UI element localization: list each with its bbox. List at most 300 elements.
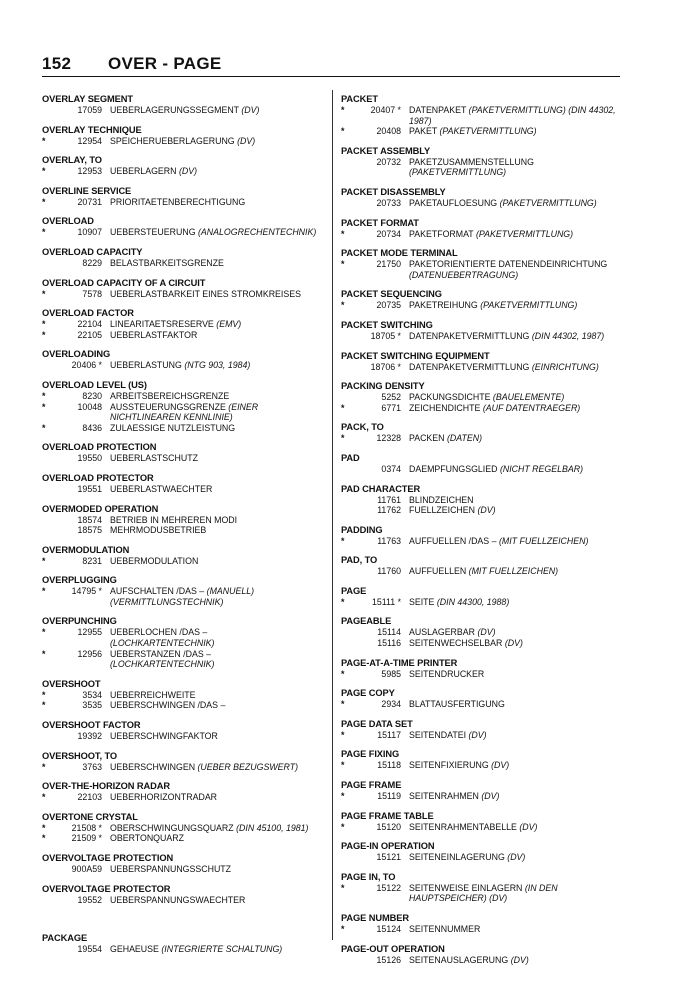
translation-line <box>42 330 327 341</box>
translation-text <box>110 258 327 269</box>
standard-marker <box>341 157 355 168</box>
translation-line <box>341 730 616 741</box>
dictionary-entry <box>42 94 327 116</box>
translation-line <box>42 586 327 597</box>
translation-text <box>110 197 327 208</box>
translation-text <box>110 289 327 300</box>
standard-marker: * <box>42 166 46 177</box>
entry-code: 21508 * <box>71 822 102 833</box>
translation-term: SEITENEINLAGERUNG <box>409 852 505 863</box>
translation-term: UEBERLAGERN <box>110 166 177 177</box>
standard-marker: * <box>42 555 46 566</box>
translation-text <box>110 944 327 955</box>
entry-code: 15124 <box>376 924 401 934</box>
standard-marker: * <box>42 401 46 412</box>
entry-code: 6771 <box>381 402 401 413</box>
entry-code: 22105 <box>77 329 102 340</box>
entry-term: PACKET DISASSEMBLY <box>341 186 446 197</box>
translation-note: (EMV) <box>216 319 242 330</box>
translation-term: DATENPAKETVERMITTLUNG <box>409 330 530 341</box>
entry-code: 3535 <box>82 700 102 711</box>
standard-marker <box>341 270 355 281</box>
translation-term: GEHAEUSE <box>110 944 159 955</box>
standard-marker: * <box>42 700 46 711</box>
entry-code: 11761 <box>377 494 401 505</box>
standard-marker <box>341 852 355 863</box>
entry-code: 19552 <box>77 894 102 905</box>
entry-code: 12955 <box>77 627 102 638</box>
dictionary-entry <box>341 484 616 516</box>
dictionary-entry <box>42 125 327 147</box>
translation-line <box>341 362 616 373</box>
translation-term: AUSSTEUERUNGSGRENZE <box>110 401 226 412</box>
entry-term: PAGE FRAME <box>341 780 402 791</box>
page-number: 152 <box>42 54 72 73</box>
standard-marker: * <box>341 402 345 413</box>
translation-term: SEITENRAHMENTABELLE <box>409 821 517 832</box>
entry-code: 19392 <box>77 731 102 742</box>
translation-term: PAKETAUFLOESUNG <box>409 197 498 208</box>
entry-code: 11762 <box>377 505 401 516</box>
standard-marker: * <box>341 596 345 607</box>
translation-line <box>341 495 616 506</box>
standard-marker: * <box>42 390 46 401</box>
translation-term: PAKETFORMAT <box>409 228 474 239</box>
translation-line <box>341 433 616 444</box>
entry-term: PAGE FIXING <box>341 749 400 760</box>
standard-marker: * <box>42 822 46 833</box>
entry-code <box>355 893 409 904</box>
entry-code: 15114 <box>377 627 401 638</box>
entry-term: OVERSHOOT, TO <box>42 750 117 761</box>
dictionary-entry <box>341 525 616 547</box>
translation-line <box>42 412 327 423</box>
translation-line <box>341 883 616 894</box>
translation-term: AUFFUELLEN /DAS – <box>409 535 497 546</box>
entry-code: 19550 <box>77 453 102 464</box>
translation-term: UEBERLASTFAKTOR <box>110 329 198 340</box>
translation-term: MEHRMODUSBETRIEB <box>110 525 207 536</box>
entry-term: PAGE NUMBER <box>341 913 409 923</box>
standard-marker: * <box>42 833 46 844</box>
translation-term: PACKUNGSDICHTE <box>409 392 491 403</box>
translation-line <box>42 823 327 834</box>
translation-term: UEBERSPANNUNGSWAECHTER <box>110 894 246 905</box>
translation-note: (DATENUEBERTRAGUNG) <box>409 269 519 280</box>
left-column <box>42 94 327 964</box>
entry-term: PAD <box>341 452 360 463</box>
translation-line <box>42 556 327 567</box>
translation-line <box>42 105 327 116</box>
translation-term: ZULAESSIGE NUTZLEISTUNG <box>110 422 236 433</box>
entry-code: 18575 <box>77 525 102 536</box>
translation-line <box>341 229 616 240</box>
standard-marker: * <box>341 433 345 444</box>
entry-code: 20407 * <box>370 105 401 115</box>
translation-text <box>110 731 327 742</box>
standard-marker <box>341 331 355 342</box>
translation-text <box>110 638 327 649</box>
entry-code: 17059 <box>77 105 102 115</box>
translation-text <box>110 360 327 371</box>
entry-term: OVERLAY SEGMENT <box>42 94 133 104</box>
translation-term: BLATTAUSFERTIGUNG <box>409 699 505 710</box>
translation-term: BELASTBARKEITSGRENZE <box>110 257 224 268</box>
translation-term: SEITENAUSLAGERUNG <box>409 954 509 965</box>
dictionary-entry <box>341 913 616 935</box>
standard-marker <box>42 525 56 536</box>
standard-marker <box>341 955 355 966</box>
standard-marker <box>341 198 355 209</box>
translation-term: PAKETZUSAMMENSTELLUNG <box>409 156 534 167</box>
standard-marker: * <box>341 668 345 679</box>
translation-text <box>110 525 327 536</box>
dictionary-entry <box>42 216 327 238</box>
standard-marker: * <box>42 288 46 299</box>
translation-line <box>341 403 616 414</box>
entry-code: 19551 <box>77 483 102 494</box>
translation-note: (EINER <box>228 401 259 412</box>
translation-line <box>42 597 327 608</box>
translation-text <box>110 453 327 464</box>
entry-code: 18705 * <box>370 330 401 341</box>
translation-note: (MIT FUELLZEICHEN) <box>498 535 589 546</box>
translation-line <box>42 944 327 955</box>
entry-code: 20732 <box>376 156 401 167</box>
translation-line <box>42 289 327 300</box>
entry-code: 8436 <box>82 422 102 433</box>
translation-text <box>409 597 616 608</box>
standard-marker: * <box>42 627 46 638</box>
translation-term: UEBERMODULATION <box>110 555 199 566</box>
standard-marker: * <box>341 699 345 710</box>
translation-term: SEITENRAHMEN <box>409 791 479 802</box>
translation-term: SEITE <box>409 596 435 607</box>
entry-term: OVERLOAD CAPACITY OF A CIRCUIT <box>42 277 206 288</box>
entry-term: PACKET SWITCHING <box>341 319 433 330</box>
translation-text <box>110 627 327 638</box>
entry-term: OVERTONE CRYSTAL <box>42 811 138 822</box>
translation-term: AUSLAGERBAR <box>409 627 475 638</box>
translation-line <box>341 597 616 608</box>
entry-code: 15111 * <box>371 596 401 607</box>
entry-code: 10048 <box>77 401 102 412</box>
translation-text <box>110 423 327 434</box>
translation-text <box>110 762 327 773</box>
translation-term: UEBERSPANNUNGSSCHUTZ <box>110 864 232 874</box>
entry-term: PAGE-IN OPERATION <box>341 841 435 852</box>
dictionary-entry <box>42 442 327 464</box>
entry-code: 15117 <box>377 729 401 740</box>
translation-text <box>110 515 327 526</box>
translation-note: NICHTLINEAREN KENNLINIE) <box>110 412 233 423</box>
translation-text <box>409 362 616 373</box>
entry-code: 20731 <box>77 196 102 207</box>
translation-term: UEBERLASTUNG <box>110 360 182 371</box>
translation-term: UEBERSTANZEN /DAS – <box>110 648 212 659</box>
entry-code: 15120 <box>376 821 401 832</box>
dictionary-entry <box>341 146 616 178</box>
entry-term: OVERSHOOT FACTOR <box>42 720 141 731</box>
translation-note: (DIN 44300, 1988) <box>436 596 510 607</box>
translation-text <box>110 412 327 423</box>
entry-code: 3534 <box>82 689 102 700</box>
translation-note: (IN DEN <box>524 882 558 893</box>
translation-term: UEBERSTEUERUNG <box>110 227 196 238</box>
dictionary-entry <box>341 422 616 444</box>
translation-line <box>341 924 616 935</box>
dictionary-entry <box>341 381 616 413</box>
translation-text <box>409 331 616 342</box>
translation-line <box>42 258 327 269</box>
translation-term: OBERTONQUARZ <box>110 833 184 844</box>
dictionary-entry <box>42 884 327 906</box>
translation-text <box>409 638 616 649</box>
entry-code: 11763 <box>377 535 401 546</box>
translation-text <box>409 105 616 116</box>
translation-text <box>110 833 327 844</box>
entry-term: PACKET <box>341 94 378 104</box>
translation-term: UEBERLASTWAECHTER <box>110 483 213 494</box>
dictionary-entry <box>341 811 616 833</box>
header-rule <box>42 76 620 77</box>
translation-note: (UEBER BEZUGSWERT) <box>197 761 299 772</box>
entry-code: 12956 <box>77 648 102 659</box>
translation-text <box>409 505 616 516</box>
translation-text <box>110 402 327 413</box>
dictionary-entry <box>341 289 616 311</box>
dictionary-entry <box>341 586 616 608</box>
dictionary-entry <box>42 155 327 177</box>
translation-note: (VERMITTLUNGSTECHNIK) <box>110 596 224 607</box>
translation-line <box>42 136 327 147</box>
translation-line <box>341 259 616 270</box>
dictionary-entry <box>341 218 616 240</box>
standard-marker <box>42 864 56 875</box>
translation-term: DAEMPFUNGSGLIED <box>409 463 498 474</box>
translation-term: UEBERLASTBARKEIT EINES STROMKREISES <box>110 288 301 299</box>
entry-code: 18574 <box>77 514 102 525</box>
standard-marker <box>42 597 56 608</box>
dictionary-entry <box>42 616 327 669</box>
translation-text <box>409 229 616 240</box>
translation-line <box>341 464 616 475</box>
translation-note: (DV) <box>237 135 256 146</box>
dictionary-entry <box>42 933 327 955</box>
translation-line <box>341 893 616 904</box>
translation-term: PAKETREIHUNG <box>409 300 478 311</box>
translation-text <box>110 659 327 670</box>
translation-note: (BAUELEMENTE) <box>492 392 565 403</box>
translation-term: PAKET <box>409 126 438 137</box>
dictionary-entry <box>42 308 327 340</box>
entry-term: PACKET SEQUENCING <box>341 289 442 300</box>
translation-note: HAUPTSPEICHER) (DV) <box>409 893 508 904</box>
entry-code: 20408 <box>376 126 401 137</box>
dictionary-entry <box>42 545 327 567</box>
dictionary-entry <box>341 616 616 648</box>
translation-text <box>409 883 616 894</box>
translation-term: LINEARITAETSRESERVE <box>110 319 214 330</box>
entry-code: 2934 <box>381 699 401 710</box>
entry-term: OVER-THE-HORIZON RADAR <box>42 781 170 792</box>
standard-marker: * <box>42 422 46 433</box>
translation-line <box>341 116 616 127</box>
translation-line <box>341 126 616 137</box>
entry-term: PADDING <box>341 524 383 535</box>
translation-term: AUFSCHALTEN /DAS – <box>110 586 205 597</box>
standard-marker <box>341 362 355 373</box>
dictionary-entry <box>42 349 327 371</box>
translation-note: 1987) <box>409 115 432 126</box>
dictionary-entry <box>341 719 616 741</box>
entry-term: PACKET MODE TERMINAL <box>341 248 458 259</box>
translation-note: (PAKETVERMITTLUNG) <box>480 300 578 311</box>
translation-term: SPEICHERUEBERLAGERUNG <box>110 135 235 146</box>
dictionary-entry <box>42 575 327 607</box>
standard-marker <box>341 893 355 904</box>
entry-term: OVERVOLTAGE PROTECTOR <box>42 883 171 894</box>
standard-marker: * <box>341 228 345 239</box>
translation-text <box>409 126 616 137</box>
entry-code: 20406 * <box>71 360 102 371</box>
entry-term: PAD CHARACTER <box>341 483 421 494</box>
entry-code: 3763 <box>82 761 102 772</box>
standard-marker <box>42 360 56 371</box>
entry-term: OVERLAY, TO <box>42 155 102 166</box>
entry-term: OVERLOAD FACTOR <box>42 308 134 319</box>
translation-term: UEBERLASTSCHUTZ <box>110 453 198 464</box>
translation-line <box>42 423 327 434</box>
translation-note: (AUF DATENTRAEGER) <box>482 402 581 413</box>
translation-note: (DV) <box>481 791 500 802</box>
translation-note: (ANALOGRECHENTECHNIK) <box>198 227 317 238</box>
standard-marker <box>341 495 355 506</box>
translation-note: (DV) <box>477 505 496 516</box>
translation-text <box>110 484 327 495</box>
translation-line <box>341 669 616 680</box>
standard-marker: * <box>341 300 345 311</box>
standard-marker: * <box>341 535 345 546</box>
page-header <box>42 54 620 78</box>
translation-text <box>409 270 616 281</box>
translation-line <box>42 833 327 844</box>
translation-text <box>110 690 327 701</box>
translation-term: OBERSCHWINGUNGSQUARZ <box>110 822 234 833</box>
translation-term: UEBERLAGERUNGSSEGMENT <box>110 105 239 115</box>
entry-term: PAGE IN, TO <box>341 871 396 882</box>
translation-line <box>341 105 616 116</box>
translation-term: ARBEITSBEREICHSGRENZE <box>110 390 230 401</box>
entry-code: 0374 <box>381 463 401 474</box>
translation-note: (DATEN) <box>446 433 483 444</box>
entry-term: PAGEABLE <box>341 616 392 627</box>
translation-line <box>42 762 327 773</box>
entry-code <box>355 167 409 178</box>
translation-note: (DIN 44302, 1987) <box>531 330 605 341</box>
translation-text <box>110 227 327 238</box>
standard-marker <box>42 515 56 526</box>
translation-term: ZEICHENDICHTE <box>409 402 481 413</box>
standard-marker: * <box>341 821 345 832</box>
entry-code: 5985 <box>381 668 401 679</box>
dictionary-entry <box>42 247 327 269</box>
entry-code <box>355 116 409 127</box>
translation-line <box>341 270 616 281</box>
dictionary-entry <box>341 94 616 137</box>
dictionary-entry <box>341 351 616 373</box>
entry-code <box>56 659 110 670</box>
entry-term: OVERLOAD LEVEL (US) <box>42 379 147 390</box>
translation-term: UEBERSCHWINGFAKTOR <box>110 731 218 742</box>
translation-term: UEBERSCHWINGEN <box>110 761 196 772</box>
entry-code: 20733 <box>376 197 401 208</box>
entry-term: OVERPLUGGING <box>42 575 117 586</box>
standard-marker <box>42 258 56 269</box>
dictionary-entry <box>341 688 616 710</box>
dictionary-entry <box>341 658 616 680</box>
translation-text <box>110 166 327 177</box>
standard-marker: * <box>341 105 345 115</box>
translation-term: SEITENDATEI <box>409 729 467 740</box>
translation-line <box>341 791 616 802</box>
dictionary-entry <box>42 679 327 711</box>
entry-code: 21750 <box>376 259 401 270</box>
dictionary-entry <box>42 504 327 536</box>
entry-term: OVERSHOOT <box>42 678 101 689</box>
translation-line <box>42 638 327 649</box>
translation-note: (DV) <box>507 852 526 863</box>
translation-line <box>341 198 616 209</box>
translation-line <box>42 659 327 670</box>
standard-marker: * <box>341 791 345 802</box>
dictionary-entry <box>341 872 616 904</box>
entry-term: OVERPUNCHING <box>42 616 117 627</box>
standard-marker <box>42 484 56 495</box>
translation-term: BLINDZEICHEN <box>409 494 474 505</box>
translation-line <box>42 525 327 536</box>
entry-code: 15116 <box>377 638 401 649</box>
translation-text <box>110 700 327 711</box>
translation-text <box>110 330 327 341</box>
entry-code <box>56 638 110 649</box>
standard-marker <box>42 638 56 649</box>
translation-text <box>409 893 616 904</box>
translation-line <box>341 822 616 833</box>
translation-text <box>409 259 616 270</box>
entry-code: 20734 <box>376 228 401 239</box>
translation-line <box>42 360 327 371</box>
translation-note: (PAKETVERMITTLUNG) (DIN 44302, <box>468 105 616 115</box>
standard-marker <box>341 464 355 475</box>
translation-line <box>42 792 327 803</box>
translation-term: SEITENNUMMER <box>409 924 481 934</box>
dictionary-entry <box>341 780 616 802</box>
translation-term: BETRIEB IN MEHREREN MODI <box>110 514 238 525</box>
translation-term: DATENPAKET <box>409 105 467 115</box>
translation-text <box>409 669 616 680</box>
translation-text <box>409 730 616 741</box>
translation-text <box>110 792 327 803</box>
translation-line <box>42 319 327 330</box>
translation-line <box>341 627 616 638</box>
standard-marker: * <box>42 329 46 340</box>
translation-term: UEBERHORIZONTRADAR <box>110 792 218 803</box>
entry-term: OVERLOAD CAPACITY <box>42 246 143 257</box>
dictionary-entry <box>341 248 616 280</box>
dictionary-entry <box>341 841 616 863</box>
dictionary-entry <box>42 781 327 803</box>
